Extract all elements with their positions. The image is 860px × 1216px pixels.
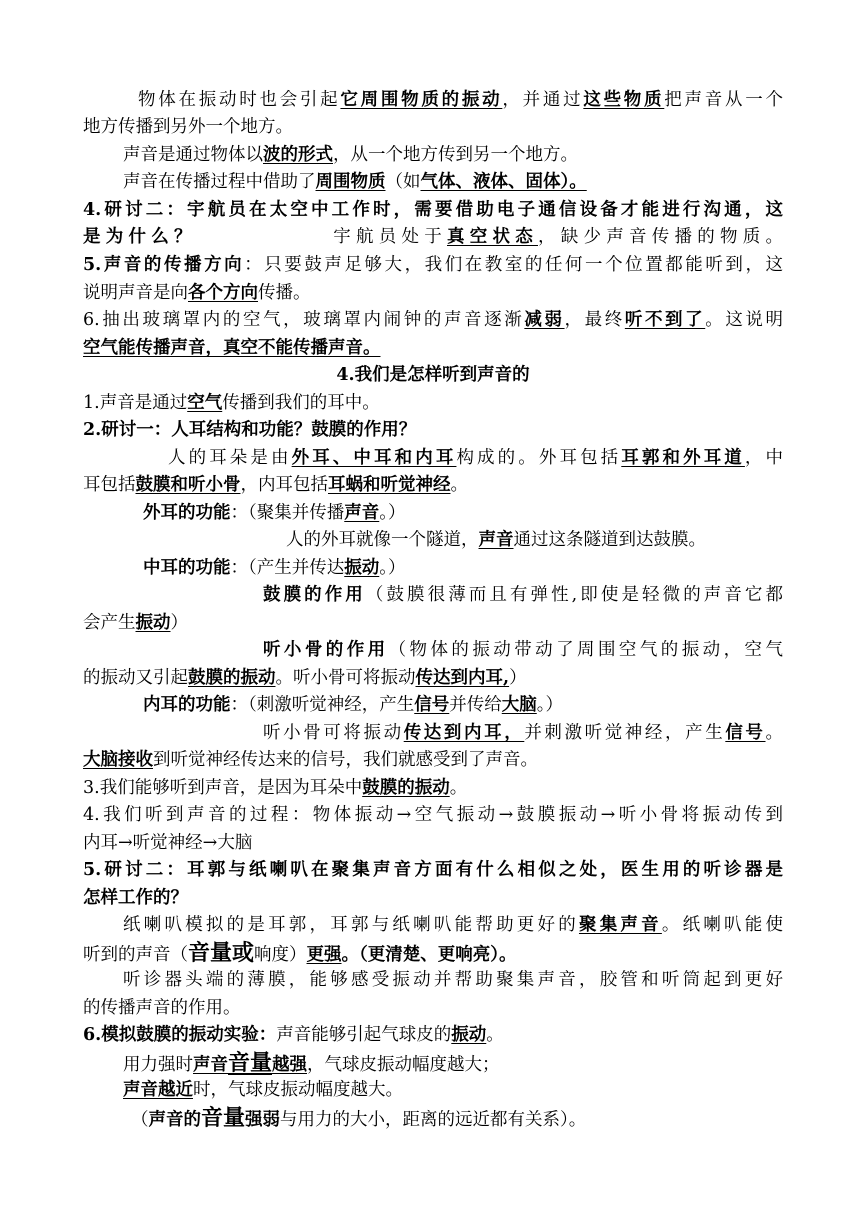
text-segment: 4.我们听到声音的过程：物体振动→空气振动→鼓膜振动→听小骨将振动传到 xyxy=(83,805,783,825)
key-term: 空气 xyxy=(187,393,223,413)
text-line xyxy=(83,1076,783,1104)
text-line xyxy=(83,664,783,692)
text-line xyxy=(83,829,783,857)
key-term: 振动 xyxy=(344,558,380,578)
key-term: 真空状态 xyxy=(447,227,538,247)
text-segment: 听小骨的作用 xyxy=(263,640,389,660)
text-segment: 。这说明 xyxy=(705,310,783,330)
text-segment: ，缺少声音传播的物质。 xyxy=(538,227,783,247)
text-line xyxy=(83,499,783,527)
text-segment: 构成的。外耳包括 xyxy=(456,448,622,468)
text-segment: 声音的 xyxy=(148,1110,201,1130)
text-line xyxy=(83,361,783,389)
text-segment: 强弱 xyxy=(245,1110,281,1130)
text-segment: ，气球皮振动幅度越大； xyxy=(307,1055,500,1075)
key-term: 声音 xyxy=(344,503,380,523)
text-segment: 听小骨可将振动 xyxy=(263,723,404,743)
text-segment: 。） xyxy=(379,503,406,523)
text-segment: 并传给 xyxy=(449,695,502,715)
text-line xyxy=(83,966,783,994)
text-segment: 听诊器头端的薄膜，能够感受振动并帮助聚集声音，胶管和听筒起到更好 xyxy=(123,970,783,990)
key-term: 它周围物质的振动 xyxy=(340,90,503,110)
text-line xyxy=(83,223,783,251)
text-line xyxy=(83,911,783,939)
text-segment: ，最终 xyxy=(564,310,625,330)
text-segment: 5.声音的传播方向 xyxy=(83,255,245,275)
text-segment: 音量 xyxy=(201,1105,246,1131)
text-line xyxy=(83,774,783,802)
text-segment: 。） xyxy=(536,695,563,715)
text-line xyxy=(83,279,783,307)
key-term: 声音 xyxy=(478,530,514,550)
text-segment: 内耳→听觉神经→大脑 xyxy=(83,833,253,853)
key-term: 这些物质 xyxy=(583,90,665,110)
text-segment: 声音能够引起气球皮的 xyxy=(276,1025,452,1045)
text-segment: 人的耳朵是由 xyxy=(168,448,292,468)
text-segment: 音量或 xyxy=(188,940,255,966)
text-segment: ：（产生并传达 xyxy=(230,558,345,578)
key-term: 空气能传播声音，真空不能传播声音。 xyxy=(83,338,381,358)
key-term: 聚集声音 xyxy=(578,915,662,935)
text-line xyxy=(83,334,783,362)
text-segment: 。（更清楚、更响亮）。 xyxy=(341,945,517,965)
text-segment: 地方传播到另外一个地方。 xyxy=(83,117,293,137)
text-segment: ） xyxy=(509,668,527,688)
text-segment: 。） xyxy=(379,558,406,578)
text-segment: 1.声音是通过 xyxy=(83,393,188,413)
text-segment: 鼓膜的作用 xyxy=(263,585,366,605)
text-segment: （物体的振动带动了周围空气的振动，空气 xyxy=(388,640,783,660)
key-term: 听不到了 xyxy=(624,310,706,330)
key-term: 传达到内耳, xyxy=(415,668,510,688)
text-line xyxy=(83,939,783,969)
text-line xyxy=(83,168,783,196)
text-segment: 内耳的功能 xyxy=(143,695,231,715)
text-line xyxy=(83,113,783,141)
text-segment: ） xyxy=(170,613,188,633)
text-line xyxy=(83,306,783,334)
text-line xyxy=(83,196,783,224)
text-segment: ，从一个地方传到另一个地方。 xyxy=(333,145,578,165)
text-line xyxy=(83,801,783,829)
key-term: 耳郭和外耳道 xyxy=(621,448,745,468)
text-segment: 的传播声音的作用。 xyxy=(83,998,241,1018)
text-segment: 。 xyxy=(486,1025,504,1045)
text-segment: 。听小骨可将振动 xyxy=(275,668,416,688)
text-line xyxy=(83,251,783,279)
text-segment: 会产生 xyxy=(83,613,136,633)
text-segment: 声音在传播过程中借助了 xyxy=(123,172,316,192)
text-line xyxy=(83,994,783,1022)
text-segment: ，中 xyxy=(744,448,783,468)
text-line xyxy=(83,141,783,169)
text-segment: （鼓膜很薄而且有弹性,即使是轻微的声音它都 xyxy=(365,585,783,605)
text-segment: 。 xyxy=(765,723,783,743)
text-segment: 中耳的功能 xyxy=(143,558,231,578)
key-term: 大脑接收 xyxy=(83,750,153,770)
text-line xyxy=(83,416,783,444)
key-term: 信号 xyxy=(725,723,766,743)
text-segment: 是为什么？ xyxy=(83,227,197,247)
text-segment: 4.研讨二：宇航员在太空中工作时，需要借助电子通信设备才能进行沟通，这 xyxy=(83,200,783,220)
text-segment: ：只要鼓声足够大，我们在教室的任何一个位置都能听到，这 xyxy=(244,255,783,275)
text-segment: 传播到我们的耳中。 xyxy=(222,393,380,413)
text-segment: 与用力的大小，距离的远近都有关系）。 xyxy=(280,1110,587,1130)
text-segment: 说明声音是向 xyxy=(83,283,188,303)
text-segment: 人的外耳就像一个隧道， xyxy=(286,530,479,550)
text-line xyxy=(83,719,783,747)
key-term: 大脑 xyxy=(501,695,537,715)
text-segment: 。 xyxy=(449,778,468,798)
key-term: 振动 xyxy=(135,613,171,633)
text-segment: 4.我们是怎样听到声音的 xyxy=(336,365,530,385)
text-segment: 宇航员处于 xyxy=(196,227,447,247)
text-line xyxy=(83,884,783,912)
text-segment: 纸喇叭模拟的是耳郭，耳郭与纸喇叭能帮助更好的 xyxy=(123,915,579,935)
text-segment: 到听觉神经传达来的信号，我们就感受到了声音。 xyxy=(153,750,538,770)
text-line xyxy=(83,609,783,637)
text-segment: 怎样工作的？ xyxy=(83,888,188,908)
text-line xyxy=(83,554,783,582)
text-segment: 2.研讨一：人耳结构和功能？鼓膜的作用？ xyxy=(83,420,417,440)
text-segment: 5.研讨二：耳郭与纸喇叭在聚集声音方面有什么相似之处，医生用的听诊器是 xyxy=(83,860,783,880)
text-segment: 。 xyxy=(450,475,468,495)
text-line xyxy=(83,471,783,499)
text-segment: 响度） xyxy=(254,945,307,965)
key-term: 鼓膜的振动 xyxy=(362,778,450,798)
key-term: 气体、液体、固体）。 xyxy=(420,172,587,192)
text-line xyxy=(83,1021,783,1049)
text-line xyxy=(83,1104,783,1134)
text-segment: 6.模拟鼓膜的振动实验： xyxy=(83,1025,277,1045)
text-line xyxy=(83,1049,783,1079)
text-segment: 6.抽出玻璃罩内的空气，玻璃罩内闹钟的声音逐渐 xyxy=(83,310,525,330)
text-segment: 声音是通过物体以 xyxy=(123,145,263,165)
key-term: 传达到内耳， xyxy=(403,723,525,743)
key-term: 声音越近 xyxy=(123,1080,193,1100)
text-segment: 外耳的功能 xyxy=(143,503,231,523)
key-term: 振动 xyxy=(451,1025,487,1045)
text-segment: 传播。 xyxy=(258,283,311,303)
text-line xyxy=(83,746,783,774)
text-line xyxy=(83,691,783,719)
key-term: 更强 xyxy=(306,945,342,965)
text-segment: 物体在振动时也会引起 xyxy=(138,90,341,110)
text-segment: 的振动又引起 xyxy=(83,668,188,688)
text-segment: 听到的声音（ xyxy=(83,945,188,965)
text-line xyxy=(83,526,783,554)
text-segment: 并刺激听觉神经，产生 xyxy=(524,723,726,743)
text-line xyxy=(83,389,783,417)
text-segment: 耳包括 xyxy=(83,475,136,495)
key-term: 鼓膜和听小骨 xyxy=(135,475,241,495)
key-term: 鼓膜的振动 xyxy=(188,668,276,688)
text-segment: （如 xyxy=(385,172,421,192)
key-term: 越强 xyxy=(272,1055,308,1075)
text-segment: 用力强时 xyxy=(123,1055,193,1075)
text-segment: 。纸喇叭能使 xyxy=(661,915,783,935)
text-segment: 时，气球皮振动幅度越大。 xyxy=(193,1080,403,1100)
key-term: 音量 xyxy=(228,1050,273,1076)
text-segment: ，并通过 xyxy=(502,90,584,110)
key-term: 波的形式 xyxy=(263,145,333,165)
key-term: 周围物质 xyxy=(315,172,386,192)
text-line xyxy=(83,86,783,114)
key-term: 信号 xyxy=(414,695,450,715)
text-segment: ，内耳包括 xyxy=(240,475,328,495)
key-term: 减弱 xyxy=(524,310,565,330)
text-line xyxy=(83,444,783,472)
text-segment: 通过这条隧道到达鼓膜。 xyxy=(513,530,706,550)
text-segment: ：（聚集并传播 xyxy=(230,503,345,523)
text-segment: 把声音从一个 xyxy=(664,90,783,110)
text-segment: ：（刺激听觉神经，产生 xyxy=(230,695,415,715)
text-line xyxy=(83,856,783,884)
text-line xyxy=(83,581,783,609)
text-segment: 3.我们能够听到声音，是因为耳朵中 xyxy=(83,778,363,798)
key-term: 外耳、中耳和内耳 xyxy=(291,448,457,468)
text-line xyxy=(83,636,783,664)
key-term: 声音 xyxy=(193,1055,228,1075)
key-term: 耳蜗和听觉神经 xyxy=(328,475,451,495)
text-segment: （ xyxy=(131,1110,149,1130)
key-term: 各个方向 xyxy=(188,283,258,303)
